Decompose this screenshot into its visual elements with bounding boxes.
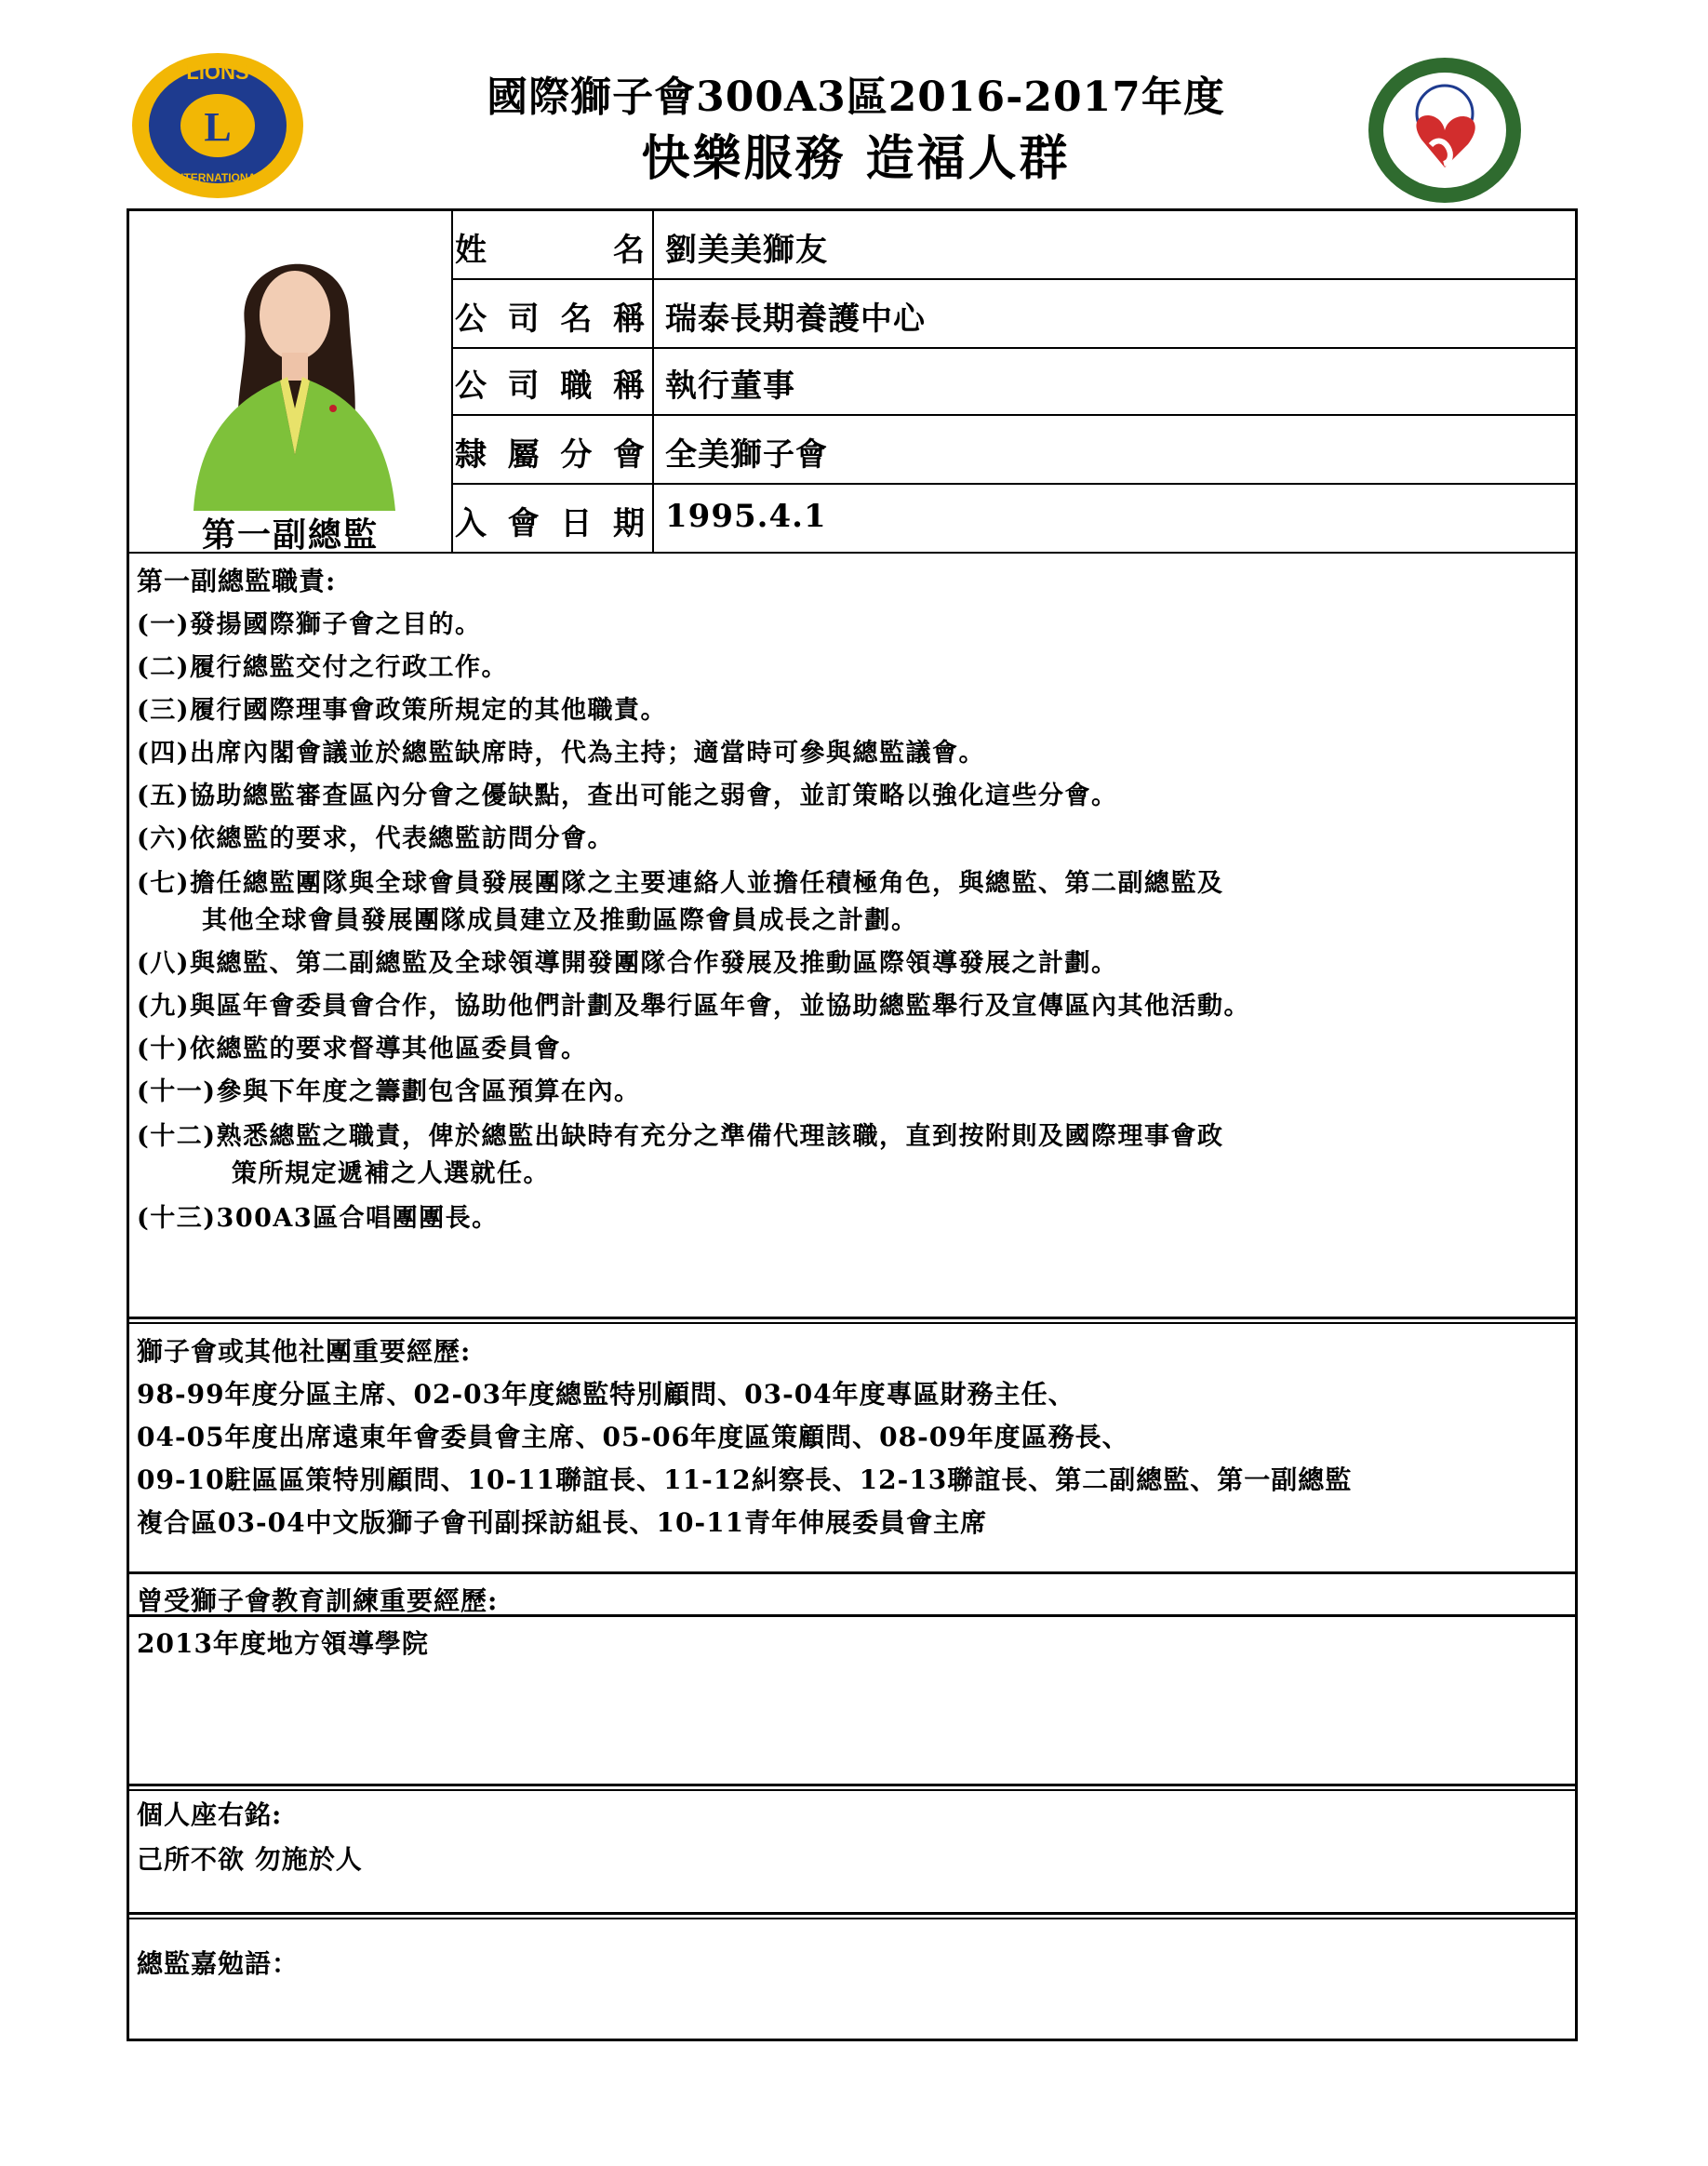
experience-line: 複合區03-04中文版獅子會刊副採訪組長、10-11青年伸展委員會主席 — [137, 1507, 988, 1538]
svg-text:LIONS: LIONS — [186, 60, 249, 84]
divider — [451, 483, 1575, 485]
header-title-year: 國際獅子會300A3區2016-2017年度 — [487, 74, 1225, 121]
label-club: 隸屬分會 — [455, 436, 645, 474]
experience-title: 獅子會或其他社團重要經歷: — [137, 1336, 472, 1367]
header-title-slogan: 快樂服務 造福人群 — [641, 130, 1071, 187]
duty-line: (十一)參與下年度之籌劃包含區預算在內。 — [137, 1077, 641, 1106]
duty-line: (九)與區年會委員會合作，協助他們計劃及舉行區年會，並協助總監舉行及宣傳區內其他活動。 — [137, 992, 1251, 1021]
experience-line: 98-99年度分區主席、02-03年度總監特別顧問、03-04年度專區財務主任、 — [137, 1379, 1075, 1410]
value-position: 執行董事 — [665, 368, 795, 405]
experience-line: 09-10駐區區策特別顧問、10-11聯誼長、11-12糾察長、12-13聯誼長、第二副總監、第一副總監 — [137, 1464, 1353, 1495]
divider — [451, 347, 1575, 349]
duty-line: (二)履行總監交付之行政工作。 — [137, 653, 509, 682]
duty-line: (五)協助總監審查區內分會之優缺點，查出可能之弱會，並訂策略以強化這些分會。 — [137, 782, 1118, 810]
value-company: 瑞泰長期養護中心 — [665, 301, 926, 338]
svg-text:INTERNATIONAL: INTERNATIONAL — [172, 171, 263, 184]
motto-title: 個人座右銘: — [137, 1799, 283, 1830]
label-company: 公司名稱 — [455, 301, 645, 338]
lions-international-logo — [130, 51, 305, 200]
training-title: 曾受獅子會教育訓練重要經歷: — [137, 1585, 499, 1616]
duty-line: (六)依總監的要求，代表總監訪問分會。 — [137, 824, 615, 853]
label-name: 姓名 — [455, 232, 645, 269]
duty-line: (十三)300A3區合唱團團長。 — [137, 1204, 499, 1233]
training-line: 2013年度地方領導學院 — [137, 1628, 429, 1659]
profile-form — [127, 208, 1578, 2041]
value-join-date: 1995.4.1 — [665, 498, 827, 535]
duty-line-continued: 其他全球會員發展團隊成員建立及推動區際會員成長之計劃。 — [202, 906, 918, 935]
divider — [451, 278, 1575, 280]
duties-title: 第一副總監職責: — [137, 566, 337, 596]
governor-title: 總監嘉勉語： — [137, 1948, 300, 1979]
duty-line: (三)履行國際理事會政策所規定的其他職責。 — [137, 696, 668, 725]
value-club: 全美獅子會 — [665, 436, 828, 474]
section-divider — [129, 1614, 1575, 1617]
duty-line: (十二)熟悉總監之職責，俾於總監出缺時有充分之準備代理該職，直到按附則及國際理事會政 — [137, 1122, 1224, 1151]
motto-line: 己所不欲 勿施於人 — [137, 1844, 363, 1875]
section-divider — [129, 1912, 1575, 1915]
member-photo — [180, 213, 405, 511]
section-divider — [129, 1571, 1575, 1574]
divider — [652, 211, 654, 552]
section-divider — [129, 1317, 1575, 1319]
section-divider — [129, 1322, 1575, 1324]
label-join-date: 入會日期 — [455, 505, 645, 542]
duty-line: (七)擔任總監團隊與全球會員發展團隊之主要連絡人並擔任積極角色，與總監、第二副總監及 — [137, 869, 1224, 898]
duty-line: (四)出席內閣會議並於總監缺席時，代為主持；適當時可參與總監議會。 — [137, 739, 986, 768]
duty-line-continued: 策所規定遞補之人選就任。 — [232, 1159, 550, 1188]
duty-line: (一)發揚國際獅子會之目的。 — [137, 610, 482, 639]
value-name: 劉美美獅友 — [665, 232, 828, 269]
photo-caption-title: 第一副總監 — [201, 515, 379, 555]
duty-line: (十)依總監的要求督導其他區委員會。 — [137, 1035, 588, 1063]
experience-line: 04-05年度出席遠東年會委員會主席、05-06年度區策顧問、08-09年度區務長、 — [137, 1422, 1129, 1452]
duty-line: (八)與總監、第二副總監及全球領導開發團隊合作發展及推動區際領導發展之計劃。 — [137, 949, 1118, 978]
divider — [129, 552, 1575, 554]
section-divider — [129, 1784, 1575, 1786]
label-position: 公司職稱 — [455, 368, 645, 405]
section-divider — [129, 1789, 1575, 1791]
logo-letter: L — [204, 104, 232, 150]
divider — [451, 211, 453, 552]
divider — [451, 414, 1575, 416]
section-divider — [129, 1918, 1575, 1919]
district-emblem-logo — [1366, 56, 1524, 205]
